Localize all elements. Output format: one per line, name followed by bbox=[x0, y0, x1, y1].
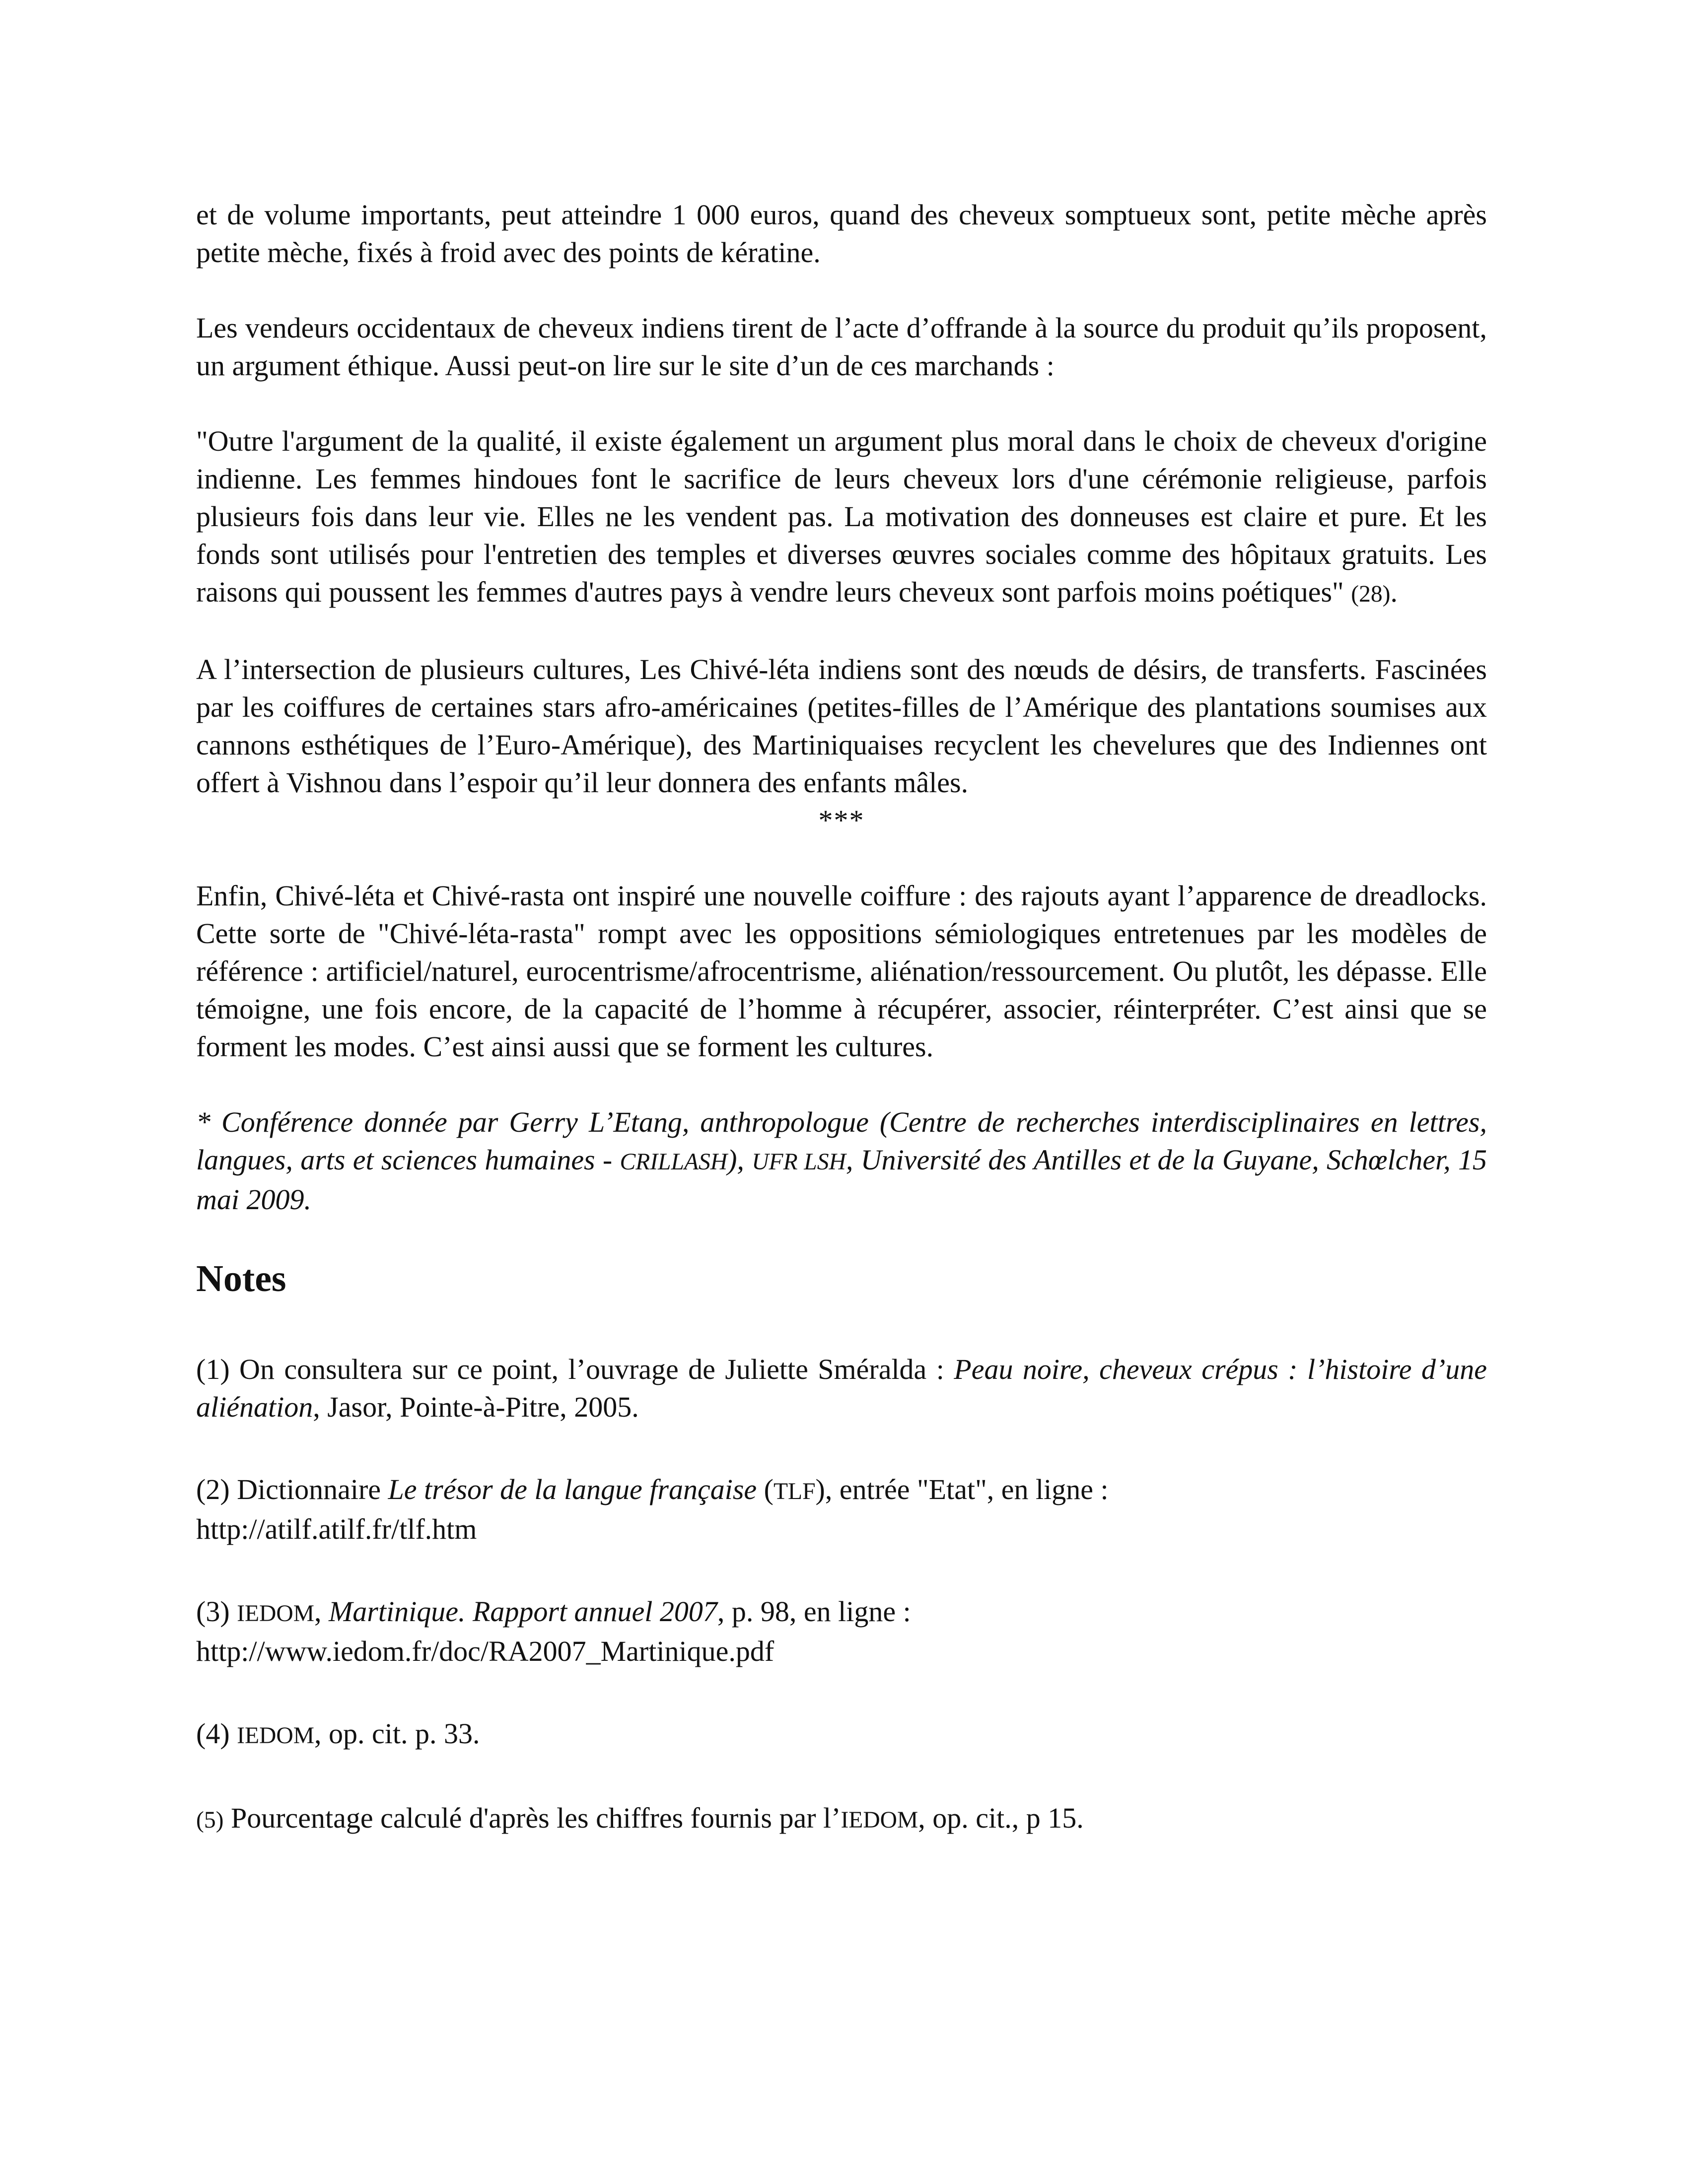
note-2-text: (2) Dictionnaire bbox=[196, 1473, 388, 1505]
paragraph-vendors: Les vendeurs occidentaux de cheveux indiens tirent de l’acte d’offrande à la source du produit qu’ils proposent, un argument éthique. Aussi peut-on lire sur le site d’un de ces marchands : bbox=[196, 312, 1487, 382]
note-2 bbox=[196, 1471, 1487, 1548]
note-4 bbox=[196, 1715, 1487, 1755]
notes-heading: Notes bbox=[196, 1258, 286, 1299]
note-1-title: Peau noire, cheveux crépus : l’histoire d’une aliénation bbox=[196, 1353, 1487, 1423]
note-1-text: (1) On consultera sur ce point, l’ouvrage de Juliette Sméralda : bbox=[196, 1353, 954, 1385]
note-5-number: (5) bbox=[196, 1807, 224, 1833]
quote-end: . bbox=[1390, 576, 1398, 608]
note-4-abbr: IEDOM bbox=[237, 1723, 314, 1749]
note-5-abbr: IEDOM bbox=[841, 1807, 918, 1833]
quote-text: "Outre l'argument de la qualité, il existe également un argument plus moral dans le choix de cheveux d'origine indienne. Les femmes hindoues font le sacrifice de leurs cheveux lors d'une cérémonie religieuse, parfois plusieurs fois dans leur vie. Elles ne les vendent pas. La motivation des donneuses est claire et pure. Et les fonds sont utilisés pour l'entretien des temples et diverses œuvres sociales comme des hôpitaux gratuits. Les raisons qui poussent les femmes d'autres pays à vendre leurs cheveux sont parfois moins poétiques" bbox=[196, 425, 1487, 608]
note-1-post: , Jasor, Pointe-à-Pitre, 2005. bbox=[313, 1391, 639, 1423]
note-5 bbox=[196, 1799, 1487, 1839]
note-3-abbr: IEDOM bbox=[237, 1601, 314, 1627]
note-2-post: ), entrée "Etat", en ligne : bbox=[815, 1473, 1109, 1505]
note-4-text: (4) bbox=[196, 1717, 237, 1750]
conference-credit bbox=[196, 1103, 1487, 1219]
note-4-post: , op. cit. p. 33. bbox=[314, 1717, 480, 1750]
section-separator: *** bbox=[818, 804, 865, 836]
credit-crillash: CRILLASH bbox=[620, 1149, 728, 1175]
credit-text-2: ), bbox=[727, 1144, 752, 1176]
quote-paragraph bbox=[196, 422, 1487, 613]
note-3 bbox=[196, 1593, 1487, 1670]
note-1 bbox=[196, 1351, 1487, 1426]
note-3-sep: , bbox=[314, 1595, 329, 1628]
note-3-url[interactable]: http://www.iedom.fr/doc/RA2007_Martinique.pdf bbox=[196, 1635, 774, 1667]
note-5-post: , op. cit., p 15. bbox=[918, 1802, 1084, 1834]
note-2-mid: ( bbox=[757, 1473, 774, 1505]
quote-footnote-ref: (28) bbox=[1351, 581, 1391, 607]
paragraph-volume: et de volume importants, peut atteindre 1 000 euros, quand des cheveux somptueux sont, petite mèche après petite mèche, fixés à froid avec des points de kératine. bbox=[196, 199, 1487, 269]
note-2-abbr: TLF bbox=[774, 1479, 816, 1504]
note-3-text: (3) bbox=[196, 1595, 237, 1628]
note-2-title: Le trésor de la langue française bbox=[388, 1473, 757, 1505]
credit-text-1: * Conférence donnée par Gerry L’Etang, anthropologue (Centre de recherches interdisciplinaires en lettres, langues, arts et sciences humaines - bbox=[196, 1106, 1487, 1176]
paragraph-intersection: A l’intersection de plusieurs cultures, Les Chivé-léta indiens sont des nœuds de désirs, de transferts. Fascinées par les coiffures de certaines stars afro-américaines (petites-filles de l’Amérique des plantations soumises aux cannons esthétiques de l’Euro-Amérique), des Martiniquaises recyclent les chevelures que des Indiennes ont offert à Vishnou dans l’espoir qu’il leur donnera des enfants mâles. bbox=[196, 653, 1487, 799]
note-2-url[interactable]: http://atilf.atilf.fr/tlf.htm bbox=[196, 1513, 477, 1545]
note-3-post: , p. 98, en ligne : bbox=[717, 1595, 911, 1628]
note-5-text: Pourcentage calculé d'après les chiffres fournis par l’ bbox=[223, 1802, 841, 1834]
note-3-title: Martinique. Rapport annuel 2007 bbox=[328, 1595, 717, 1628]
credit-ufr: UFR LSH bbox=[752, 1149, 846, 1175]
document-page bbox=[196, 196, 1487, 1884]
paragraph-conclusion: Enfin, Chivé-léta et Chivé-rasta ont inspiré une nouvelle coiffure : des rajouts ayant l’apparence de dreadlocks. Cette sorte de "Chivé-léta-rasta" rompt avec les oppositions sémiologiques entretenues par les modèles de référence : artificiel/naturel, eurocentrisme/afrocentrisme, aliénation/ressourcement. Ou plutôt, les dépasse. Elle témoigne, une fois encore, de la capacité de l’homme à récupérer, associer, réinterpréter. C’est ainsi que se forment les modes. C’est ainsi aussi que se forment les cultures. bbox=[196, 880, 1487, 1063]
credit-text-3: , Université des Antilles et de la Guyane, Schœlcher, 15 mai 2009. bbox=[196, 1144, 1487, 1216]
